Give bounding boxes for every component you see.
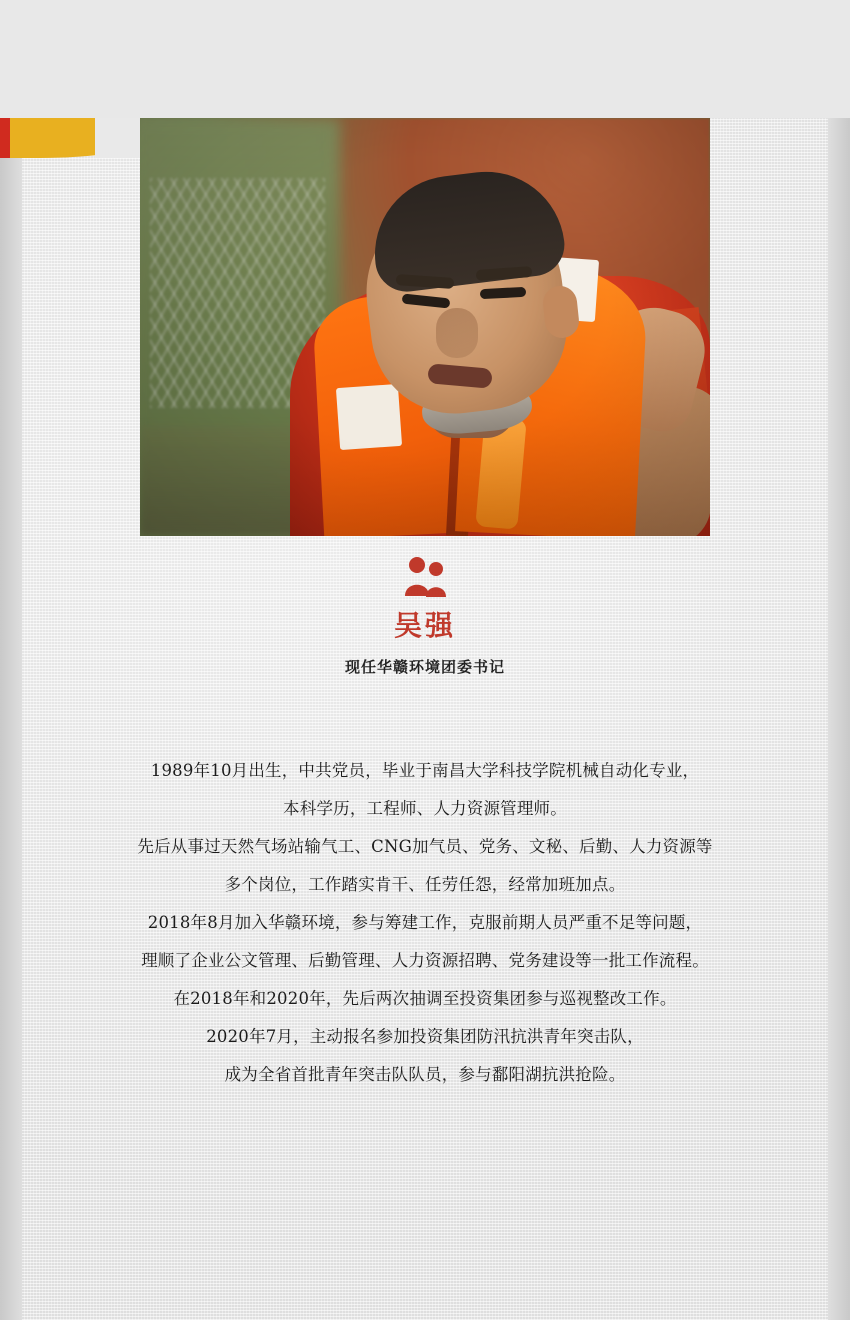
bio-line: 本科学历，工程师、人力资源管理师。	[283, 799, 567, 818]
bio-line: 在2018年和2020年，先后两次抽调至投资集团参与巡视整改工作。	[173, 989, 677, 1008]
worker-portrait-photo	[140, 118, 710, 536]
bio-line: 2018年8月加入华赣环境，参与筹建工作，克服前期人员严重不足等问题，	[147, 913, 703, 932]
bio-line: 2020年7月，主动报名参加投资集团防汛抗洪青年突击队，	[206, 1027, 644, 1046]
bio-line: 成为全省首批青年突击队队员，参与鄱阳湖抗洪抢险。	[224, 1065, 626, 1084]
bio-line: 理顺了企业公文管理、后勤管理、人力资源招聘、党务建设等一批工作流程。	[141, 951, 709, 970]
page-content	[0, 118, 850, 1090]
bio-line: 多个岗位，工作踏实肯干、任劳任怨，经常加班加点。	[224, 875, 626, 894]
person-name: 吴强	[393, 609, 456, 642]
bio-line: 1989年10月出生，中共党员，毕业于南昌大学科技学院机械自动化专业，	[150, 761, 700, 780]
photo-container	[140, 118, 710, 536]
biography-text	[75, 755, 775, 1090]
people-icon	[0, 556, 850, 600]
photo-vignette	[140, 118, 710, 536]
bio-line: 先后从事过天然气场站输气工、CNG加气员、党务、文秘、后勤、人力资源等	[137, 837, 713, 856]
person-title: 现任华赣环境团委书记	[344, 658, 505, 676]
